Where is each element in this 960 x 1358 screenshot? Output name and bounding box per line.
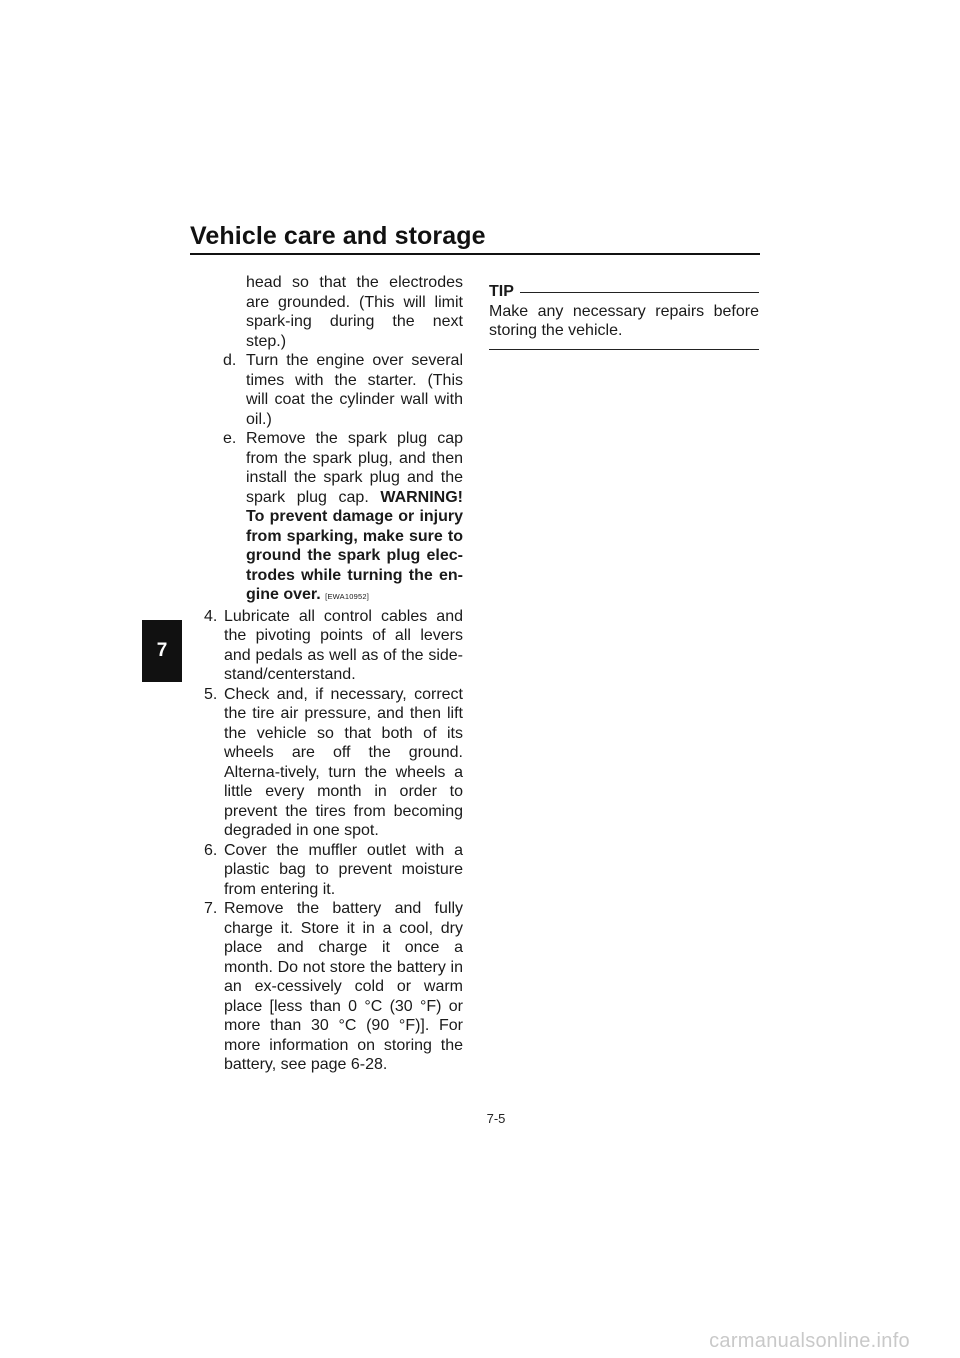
item-text: Turn the engine over several times with the starter. (This will coat the cylinder wall with oil.) — [246, 352, 463, 428]
tip-text: Make any necessary repairs before storing the vehicle. — [489, 302, 759, 339]
item-text: Cover the muffler outlet with a plastic bag to prevent moisture from entering it. — [224, 841, 463, 898]
page-title: Vehicle care and storage — [190, 222, 486, 250]
tip-rule — [520, 292, 759, 293]
item-text: Check and, if necessary, correct the tire air pressure, and then lift the vehicle so that both of its wheels are off the ground. Alterna-tively, turn the wheels a little every month in order to prevent the tires from becoming degraded in one spot. — [224, 685, 463, 839]
item-marker: 7. — [204, 900, 218, 917]
item-text: Lubricate all control cables and the pivoting points of all levers and pedals as well as of the side-stand/centerstand. — [224, 607, 463, 683]
item-marker: 4. — [204, 607, 218, 625]
warning-text: WARNING! To prevent damage or injury from sparking, make sure to ground the spark plug elec-trodes while turning the en-gine over. — [246, 488, 463, 603]
list-item — [190, 685, 463, 841]
item-marker: 6. — [204, 841, 218, 859]
tip-bottom-rule — [489, 349, 759, 350]
page-number: 7-5 — [486, 1111, 506, 1126]
list-item — [190, 607, 463, 685]
left-column — [190, 273, 463, 1075]
item-text: Remove the battery and fully charge it. Store it in a cool, dry place and charge it once a month. Do not store the battery in an ex-cessively cold or warm place [less than 0 °C (30 °F) or more than 30 °C (90 °F)]. For more information on storing the battery, see page 6-28. — [224, 900, 463, 1073]
list-item — [190, 841, 463, 900]
title-rule — [190, 253, 760, 255]
item-text: head so that the electrodes are grounded. (This will limit spark-ing during the next step.) — [246, 274, 463, 350]
tip-label: TIP — [489, 283, 514, 300]
list-item — [190, 899, 463, 1075]
item-marker: 5. — [204, 685, 218, 703]
item-marker: e. — [223, 430, 237, 447]
list-item — [190, 429, 463, 607]
item-marker: d. — [223, 352, 237, 369]
item-text: Remove the spark plug cap from the spark plug, and then install the spark plug and the spark plug cap. — [246, 430, 463, 506]
tip-box — [489, 282, 759, 350]
chapter-tab: 7 — [142, 620, 182, 682]
watermark: carmanualsonline.info — [709, 1330, 910, 1352]
list-item — [190, 351, 463, 429]
warning-code: [EWA10952] — [325, 592, 369, 601]
tip-header — [489, 282, 759, 302]
list-item — [190, 273, 463, 351]
